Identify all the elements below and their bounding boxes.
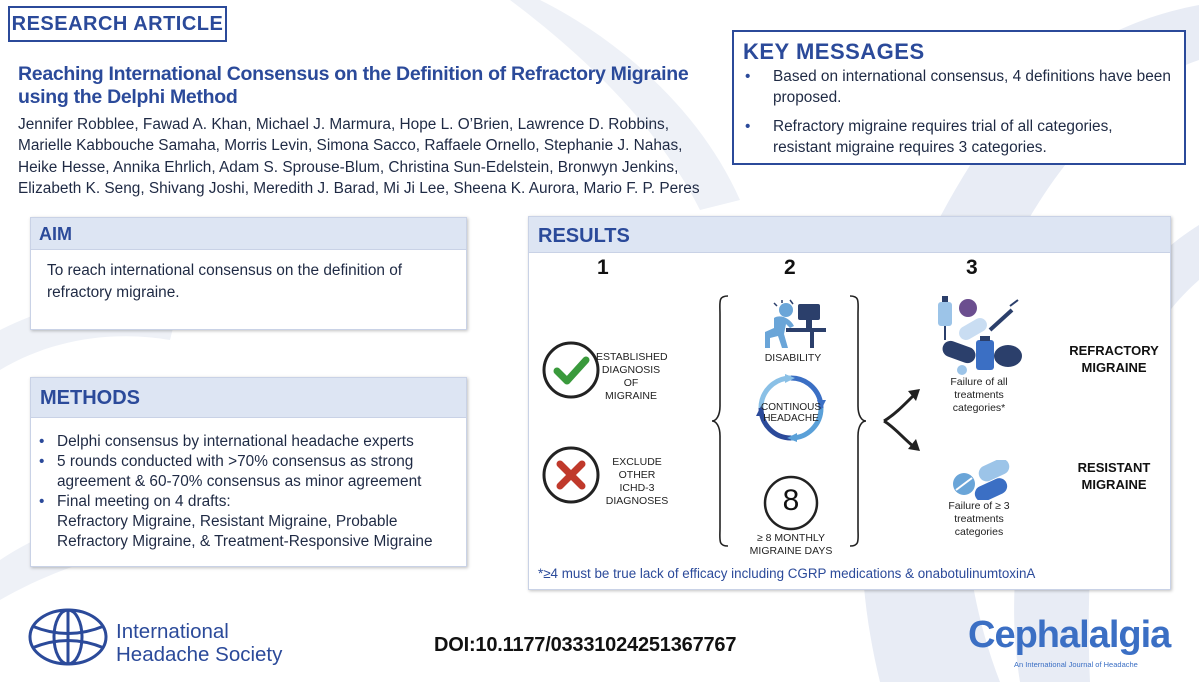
key-messages-title: KEY MESSAGES bbox=[743, 39, 925, 64]
label-line: RESISTANT bbox=[1077, 460, 1151, 475]
results-footnote: *≥4 must be true lack of efficacy including CGRP medications & onabotulinumtoxinA bbox=[538, 566, 1036, 581]
author-line: Jennifer Robblee, Fawad A. Khan, Michael J. Marmura, Hope L. O’Brien, Lawrence D. Robbins, bbox=[18, 116, 669, 133]
label-line: treatments bbox=[954, 513, 1004, 525]
research-article-label: RESEARCH ARTICLE bbox=[8, 6, 227, 42]
results-title: RESULTS bbox=[529, 217, 1170, 253]
label-line: CONTINOUS bbox=[761, 402, 821, 413]
treatments-medications-icon bbox=[932, 296, 1026, 376]
author-line: Elizabeth K. Seng, Shivang Joshi, Meredith J. Barad, Mi Ji Lee, Sheena K. Aurora, Mario F. P. Peres bbox=[18, 180, 700, 198]
branch-arrows-icon bbox=[880, 385, 930, 455]
society-line: Headache Society bbox=[116, 643, 283, 666]
methods-item: • 5 rounds conducted with >70% consensus as strong agreement & 60-70% consensus as minor agreement bbox=[37, 452, 458, 492]
aim-text: To reach international consensus on the definition of refractory migraine. bbox=[47, 262, 403, 301]
label-line: MIGRAINE bbox=[1081, 360, 1147, 375]
key-message-item: • Based on international consensus, 4 definitions have been proposed. bbox=[743, 67, 1174, 108]
label-line: Failure of all bbox=[950, 376, 1008, 388]
ihs-logo-icon bbox=[26, 606, 110, 668]
label-line: MIGRAINE bbox=[1081, 477, 1147, 492]
society-line: International bbox=[116, 620, 229, 643]
label-line: Failure of ≥ 3 bbox=[948, 500, 1010, 512]
label-line: MIGRAINE bbox=[605, 390, 657, 402]
label-line: treatments bbox=[954, 389, 1004, 401]
key-messages-box bbox=[732, 30, 1186, 165]
check-icon bbox=[541, 340, 601, 400]
aim-title: AIM bbox=[31, 218, 466, 250]
label-line: categories bbox=[954, 526, 1004, 538]
monthly-days-number: 8 bbox=[782, 484, 800, 517]
methods-item: • Delphi consensus by international headache experts bbox=[37, 432, 458, 452]
left-brace-icon bbox=[710, 294, 730, 548]
key-messages-list bbox=[743, 67, 1174, 158]
methods-panel bbox=[30, 377, 467, 567]
ihs-name bbox=[116, 620, 282, 666]
aim-panel bbox=[30, 217, 467, 330]
results-column-2-number: 2 bbox=[784, 256, 796, 279]
methods-item: • Final meeting on 4 drafts: bbox=[37, 492, 458, 512]
continuous-headache-label bbox=[755, 402, 827, 424]
methods-list bbox=[37, 432, 458, 512]
journal-subtitle: An International Journal of Headache bbox=[1014, 660, 1138, 669]
author-line: Heike Hesse, Annika Ehrlich, Adam S. Sprouse-Blum, Christina Sun-Edelstein, Bronwyn Jenkins, bbox=[18, 158, 679, 176]
exclude-diagnoses-label bbox=[598, 456, 676, 508]
title-line-1: Reaching International Consensus on the Definition of Refractory Migraine bbox=[18, 63, 689, 85]
right-brace-icon bbox=[848, 294, 868, 548]
doi-text: DOI:10.1177/03331024251367767 bbox=[434, 634, 737, 656]
label-line: EXCLUDE OTHER bbox=[612, 456, 662, 481]
label-line: DIAGNOSIS OF bbox=[601, 364, 661, 389]
label-line: MIGRAINE DAYS bbox=[749, 545, 833, 557]
failure-three-label bbox=[936, 500, 1022, 539]
label-line: categories* bbox=[952, 402, 1006, 414]
label-line: ESTABLISHED bbox=[596, 351, 668, 363]
results-column-3-number: 3 bbox=[966, 256, 978, 279]
author-line: Marielle Kabbouche Samaha, Morris Levin, Simona Sacco, Raffaele Ornello, Stephanie J. Nahas, bbox=[18, 137, 683, 155]
disability-icon bbox=[760, 298, 826, 348]
pills-icon bbox=[950, 460, 1012, 500]
methods-title: METHODS bbox=[31, 378, 466, 418]
methods-drafts: Refractory Migraine, Resistant Migraine, Probable Refractory Migraine, & Treatment-Responsive Migraine bbox=[57, 513, 433, 550]
refractory-migraine-label bbox=[1062, 342, 1166, 376]
journal-logo: Cephalalgia bbox=[968, 614, 1171, 656]
established-diagnosis-label bbox=[596, 351, 666, 403]
disability-label: DISABILITY bbox=[764, 352, 822, 364]
monthly-days-label bbox=[746, 532, 836, 558]
cross-icon bbox=[541, 445, 601, 505]
author-list bbox=[18, 114, 728, 200]
resistant-migraine-label bbox=[1062, 459, 1166, 493]
label-line: DIAGNOSES bbox=[605, 495, 669, 507]
label-line: REFRACTORY bbox=[1069, 343, 1159, 358]
label-line: ≥ 8 MONTHLY bbox=[757, 532, 825, 544]
title-line-2: using the Delphi Method bbox=[18, 86, 238, 108]
failure-all-label bbox=[936, 376, 1022, 415]
label-line: ICHD-3 bbox=[619, 482, 655, 494]
key-message-item: • Refractory migraine requires trial of all categories, resistant migraine requires 3 categories. bbox=[743, 117, 1174, 158]
label-line: HEADACHE bbox=[763, 413, 819, 424]
article-title bbox=[18, 63, 708, 109]
results-column-1-number: 1 bbox=[597, 256, 609, 279]
